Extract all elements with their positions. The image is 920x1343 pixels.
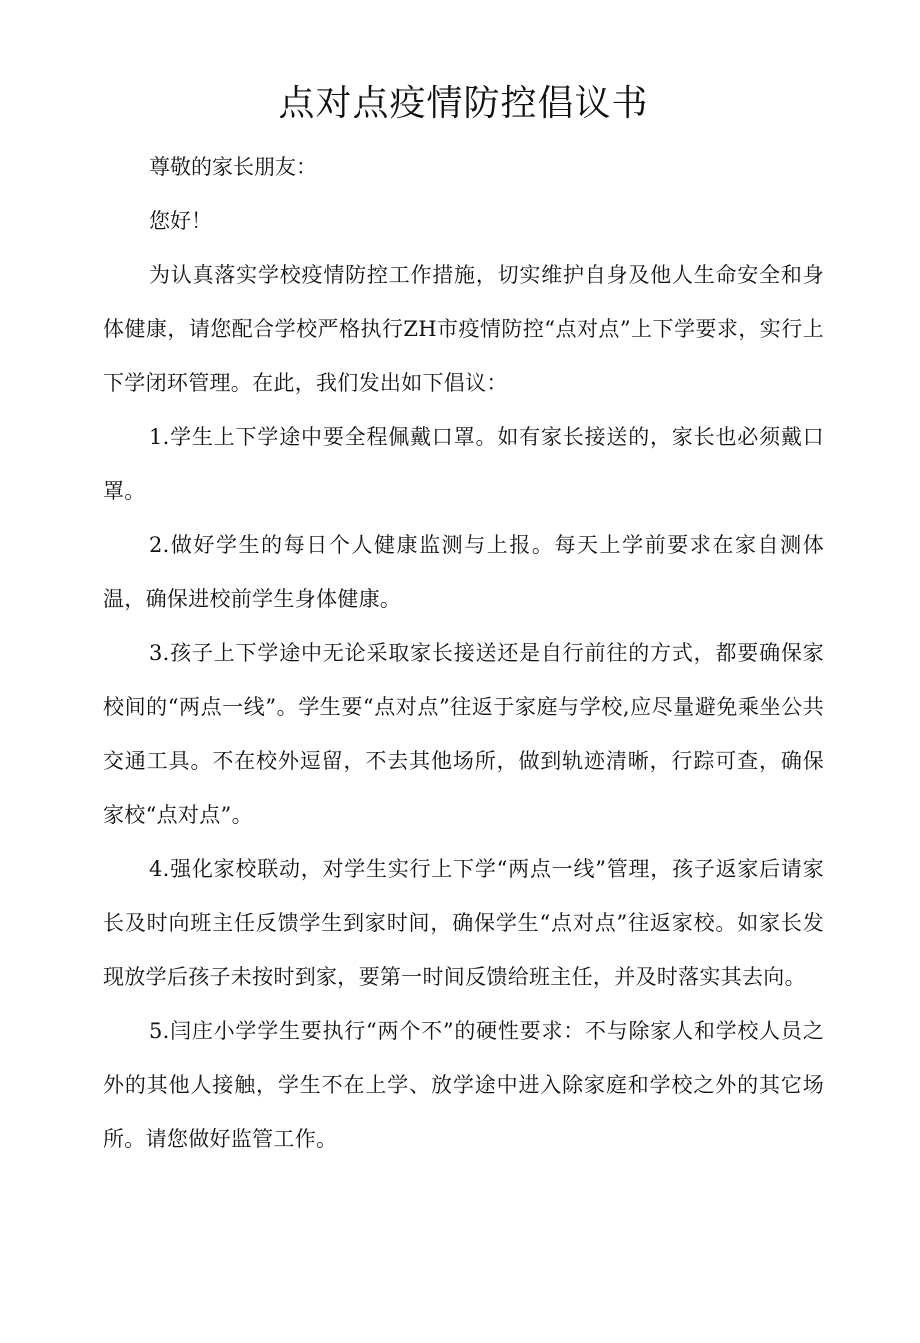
item-4: 4.强化家校联动，对学生实行上下学“两点一线”管理，孩子返家后请家长及时向班主任反馈学生到家时间，确保学生“点对点”往返家校。如家长发现放学后孩子未按时到家，要第一时间反馈给班主任，并及时落实其去向。 [103,857,824,989]
document-title: 点对点疫情防控倡议书 [278,83,649,124]
item-3: 3.孩子上下学途中无论采取家长接送还是自行前往的方式，都要确保家校间的“两点一线”。学生要“点对点”往返于家庭与学校,应尽量避免乘坐公共交通工具。不在校外逗留，不去其他场所，做到轨迹清晰，行踪可查，确保家校“点对点”。 [103,641,824,827]
greeting: 您好！ [149,209,212,233]
item-5: 5.闫庄小学学生要执行“两个不”的硬性要求：不与除家人和学校人员之外的其他人接触，学生不在上学、放学途中进入除家庭和学校之外的其它场所。请您做好监管工作。 [103,1019,824,1151]
intro-paragraph: 为认真落实学校疫情防控工作措施，切实维护自身及他人生命安全和身体健康，请您配合学校严格执行ZH市疫情防控“点对点”上下学要求，实行上下学闭环管理。在此，我们发出如下倡议： [103,263,824,395]
item-1: 1.学生上下学途中要全程佩戴口罩。如有家长接送的，家长也必须戴口罩。 [103,425,824,503]
item-2: 2.做好学生的每日个人健康监测与上报。每天上学前要求在家自测体温，确保进校前学生身体健康。 [103,533,824,611]
salutation: 尊敬的家长朋友： [149,155,317,179]
